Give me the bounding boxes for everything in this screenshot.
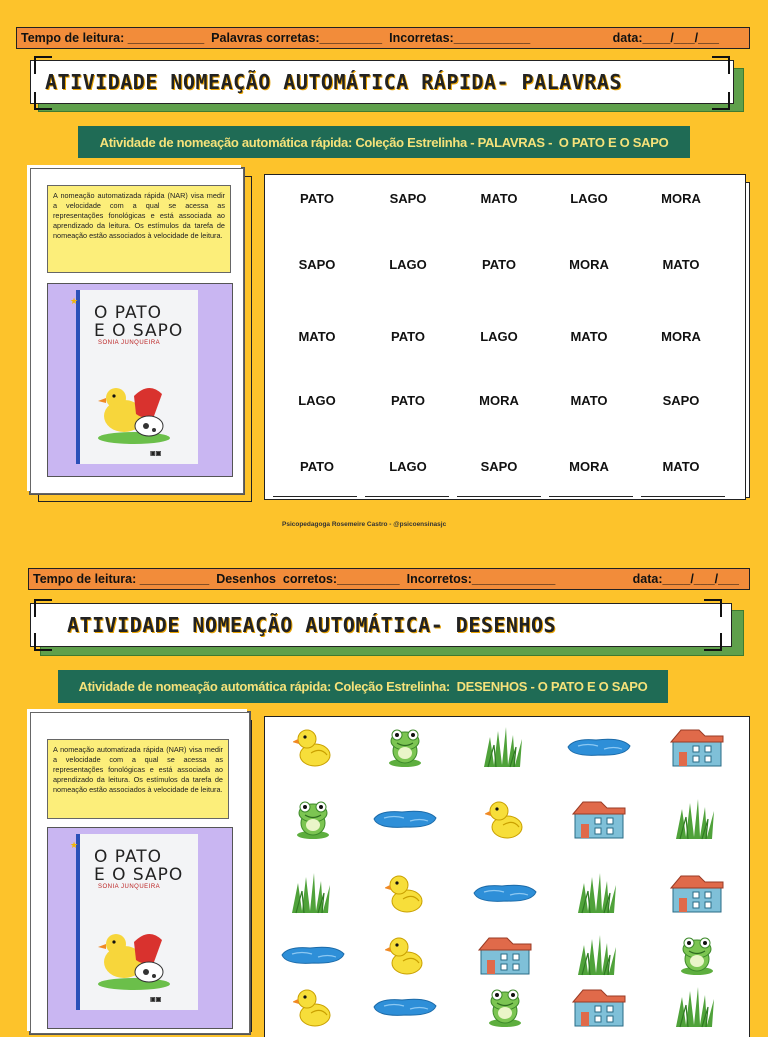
star-icon: ★ xyxy=(70,296,79,306)
correct-drawings-field[interactable]: Desenhos corretos:_________ xyxy=(216,572,400,586)
corner-mark xyxy=(712,56,730,74)
reading-time-field[interactable]: Tempo de leitura: __________ xyxy=(33,572,210,586)
grass-icon xyxy=(672,797,722,846)
page-title-text: ATIVIDADE NOMEAÇÃO AUTOMÁTICA RÁPIDA- PALAVRAS xyxy=(45,70,622,94)
house-icon xyxy=(477,934,533,981)
duck-icon xyxy=(485,797,525,846)
words-grid xyxy=(264,174,746,500)
date-field[interactable]: data:____/___/___ xyxy=(632,572,739,586)
corner-mark xyxy=(34,56,52,74)
word-cell: LAGO xyxy=(570,191,608,206)
section-title xyxy=(30,603,732,647)
book-title: O PATO E O SAPO xyxy=(94,847,184,885)
lake-icon xyxy=(564,735,634,764)
word-cell: MORA xyxy=(479,393,519,408)
book-author: SONIA JUNQUEIRA xyxy=(98,340,161,346)
lake-icon xyxy=(370,995,440,1024)
bottom-header-bar xyxy=(28,568,750,590)
date-field[interactable]: data:____/___/___ xyxy=(612,31,719,45)
grass-icon xyxy=(480,725,530,774)
incorrect-drawings-field[interactable]: Incorretos:____________ xyxy=(406,572,556,586)
word-cell: SAPO xyxy=(389,191,427,206)
publisher-logo: ▣▣ xyxy=(150,997,162,1003)
corner-mark xyxy=(704,633,722,651)
word-cell: MATO xyxy=(662,257,700,272)
lake-icon xyxy=(470,881,540,910)
grass-icon xyxy=(574,933,624,982)
nar-description: A nomeação automatizada rápida (NAR) visa medir a velocidade com a qual se acessa as representações fonológicas e está associada ao aprendizado da leitura. Os estímulos da tarefa de nomeação estão associados à velocidade de leitura. xyxy=(47,739,229,819)
word-cell: LAGO xyxy=(389,257,427,272)
house-icon xyxy=(571,986,627,1033)
reading-time-field[interactable]: Tempo de leitura: ___________ xyxy=(21,31,205,45)
activity-banner-text: Atividade de nomeação automática rápida: Coleção Estrelinha: DESENHOS - O PATO E O SAPO xyxy=(78,679,648,694)
word-cell: SAPO xyxy=(480,459,518,474)
activity-banner xyxy=(58,670,668,703)
frog-icon xyxy=(485,985,525,1034)
word-cell: MATO xyxy=(570,393,608,408)
correct-words-field[interactable]: Palavras corretas:_________ xyxy=(211,31,383,45)
book-cover xyxy=(70,834,198,1010)
corner-mark xyxy=(34,633,52,651)
duck-illustration xyxy=(94,922,174,992)
duck-illustration xyxy=(94,376,174,446)
word-cell: MATO xyxy=(298,329,336,344)
book-author: SONIA JUNQUEIRA xyxy=(98,884,161,890)
activity-banner xyxy=(78,126,690,158)
publisher-logo: ▣▣ xyxy=(150,451,162,457)
house-icon xyxy=(669,872,725,919)
word-cell: PATO xyxy=(482,257,516,272)
word-cell: LAGO xyxy=(298,393,336,408)
page-title xyxy=(30,60,734,104)
underline-mark xyxy=(549,496,633,498)
grass-icon xyxy=(672,985,722,1034)
duck-icon xyxy=(293,985,333,1034)
word-cell: MORA xyxy=(661,329,701,344)
word-cell: PATO xyxy=(300,459,334,474)
house-icon xyxy=(669,726,725,773)
word-cell: MORA xyxy=(569,257,609,272)
top-header-bar xyxy=(16,27,750,49)
corner-mark xyxy=(712,92,730,110)
underline-mark xyxy=(273,496,357,498)
frog-icon xyxy=(385,725,425,774)
nar-description: A nomeação automatizada rápida (NAR) visa medir a velocidade com a qual se acessa as representações fonológicas e está associada ao aprendizado da leitura. Os estímulos da tarefa de nomeação estão associados à velocidade de leitura. xyxy=(47,185,231,273)
word-cell: LAGO xyxy=(389,459,427,474)
info-card xyxy=(30,168,244,494)
lake-icon xyxy=(370,807,440,836)
activity-banner-text: Atividade de nomeação automática rápida: Coleção Estrelinha - PALAVRAS - O PATO E O SAPO xyxy=(99,134,669,150)
section-title-text: ATIVIDADE NOMEAÇÃO AUTOMÁTICA- DESENHOS xyxy=(67,613,557,637)
corner-mark xyxy=(34,92,52,110)
word-cell: SAPO xyxy=(662,393,700,408)
book-cover xyxy=(70,290,198,464)
corner-mark xyxy=(704,599,722,617)
underline-mark xyxy=(457,496,541,498)
book-title: O PATO E O SAPO xyxy=(94,303,184,341)
drawings-grid xyxy=(264,716,750,1037)
word-cell: PATO xyxy=(391,329,425,344)
book-cover-frame xyxy=(47,827,233,1029)
word-cell: PATO xyxy=(300,191,334,206)
frog-icon xyxy=(677,933,717,982)
info-card xyxy=(30,712,250,1034)
incorrect-words-field[interactable]: Incorretas:___________ xyxy=(389,31,531,45)
grass-icon xyxy=(574,871,624,920)
frog-icon xyxy=(293,797,333,846)
underline-mark xyxy=(365,496,449,498)
duck-icon xyxy=(385,933,425,982)
corner-mark xyxy=(34,599,52,617)
duck-icon xyxy=(293,725,333,774)
word-cell: MATO xyxy=(662,459,700,474)
credit-footer: Psicopedagoga Rosemeire Castro - @psicoensinasjc xyxy=(282,521,447,528)
underline-mark xyxy=(641,496,725,498)
duck-icon xyxy=(385,871,425,920)
word-cell: LAGO xyxy=(480,329,518,344)
star-icon: ★ xyxy=(70,840,79,850)
word-cell: MORA xyxy=(569,459,609,474)
word-cell: PATO xyxy=(391,393,425,408)
house-icon xyxy=(571,798,627,845)
word-cell: MATO xyxy=(570,329,608,344)
word-cell: MORA xyxy=(661,191,701,206)
lake-icon xyxy=(278,943,348,972)
word-cell: SAPO xyxy=(298,257,336,272)
grass-icon xyxy=(288,871,338,920)
word-cell: MATO xyxy=(480,191,518,206)
book-cover-frame xyxy=(47,283,233,477)
